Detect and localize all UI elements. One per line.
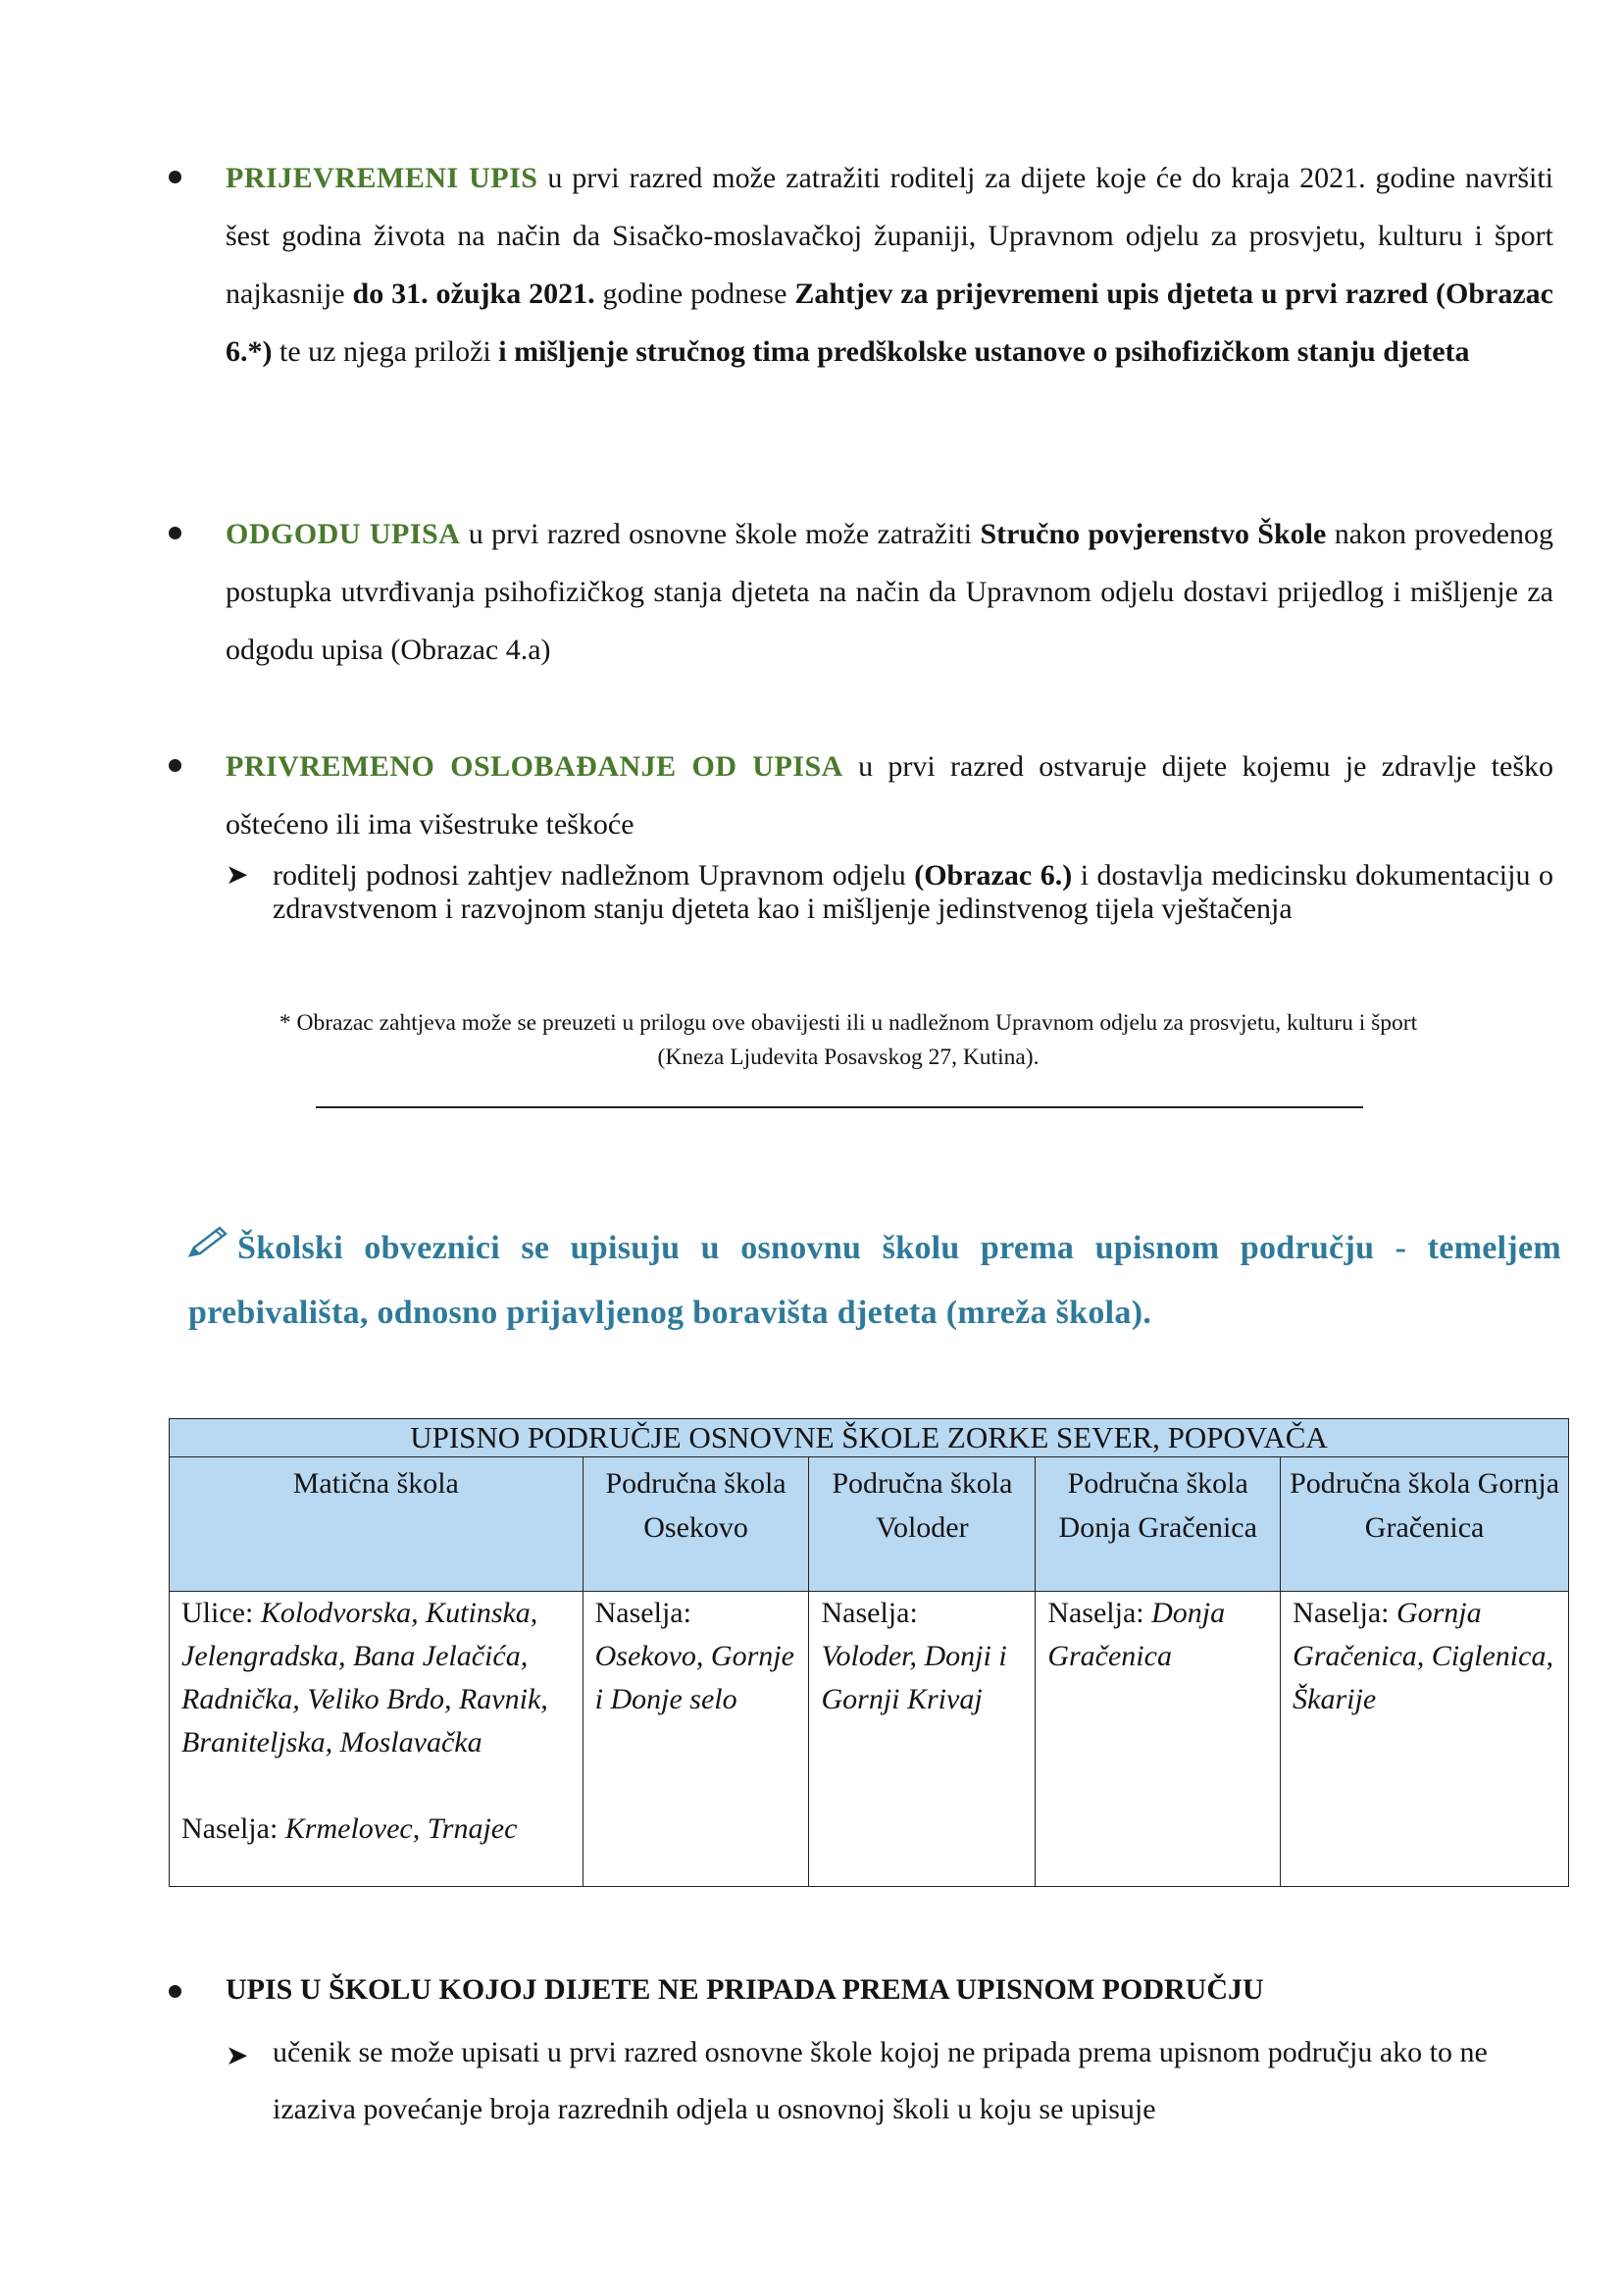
cell-osekovo xyxy=(583,1592,809,1887)
osekovo-naselja: Osekovo, Gornje i Donje selo xyxy=(594,1640,794,1715)
header-gornja-gracenica: Područna škola Gornja Gračenica xyxy=(1281,1457,1569,1592)
donja-label: Naselja: xyxy=(1047,1597,1152,1629)
bullet-dot-icon xyxy=(169,527,181,539)
footnote-line-1: * Obrazac zahtjeva može se preuzeti u prilogu ove obavijesti ili u nadležnom Upravnom odjelu za prosvjetu, kulturu i šport xyxy=(279,1010,1418,1036)
upis-text: učenik se može upisati u prvi razred osnovne škole kojoj ne pripada prema upisnom području ako to ne izaziva povećanje broja razrednih odjela u osnovnoj školi u koju se upisuje xyxy=(273,2036,1488,2125)
cell-gornja-gracenica xyxy=(1281,1592,1569,1887)
enrollment-area-table xyxy=(169,1418,1569,1887)
odgoda-commission: Stručno povjerenstvo Škole xyxy=(980,518,1327,550)
bullet-dot-icon xyxy=(169,171,181,183)
naselja-label: Naselja: xyxy=(181,1812,285,1845)
odgoda-text-1: u prvi razred osnovne škole može zatražiti xyxy=(460,518,981,550)
prijevremeni-text-3: te uz njega priloži xyxy=(272,335,499,368)
privremeno-text-1: u prvi razred ostvaruje dijete kojemu je zdravlje teško oštećeno ili ima višestruke teškoće xyxy=(226,750,1553,841)
prijevremeni-text-1: u prvi razred može zatražiti roditelj za dijete koje će do kraja 2021. godine navršiti šest godina života na način da Sisačko-moslavačkoj županiji, Upravnom odjelu za prosvjetu, kulturu i šport najkasnije xyxy=(226,162,1553,310)
prijevremeni-title: PRIJEVREMENI UPIS xyxy=(226,162,538,194)
odgoda-paragraph xyxy=(226,505,1553,679)
footnote xyxy=(167,1006,1530,1075)
header-donja-gracenica: Područna škola Donja Gračenica xyxy=(1036,1457,1281,1592)
bullet-dot-icon xyxy=(169,1985,181,1998)
privremeno-sub-text-1: roditelj podnosi zahtjev nadležnom Upravnom odjelu xyxy=(273,859,915,892)
privremeno-sub-form: (Obrazac 6.) xyxy=(914,859,1073,892)
divider-line xyxy=(316,1106,1363,1108)
privremeno-subitem xyxy=(226,859,1553,926)
header-maticna: Matična škola xyxy=(170,1457,584,1592)
cell-voloder xyxy=(809,1592,1036,1887)
donja-naselja: Donja Gračenica xyxy=(1047,1597,1226,1672)
gornja-naselja: Gornja Gračenica, Ciglenica, Škarije xyxy=(1293,1597,1553,1715)
ulice-label: Ulice: xyxy=(181,1597,261,1629)
cell-donja-gracenica xyxy=(1036,1592,1281,1887)
voloder-naselja: Voloder, Donji i Gornji Krivaj xyxy=(821,1640,1007,1715)
cell-maticna xyxy=(170,1592,584,1887)
header-voloder: Područna škola Voloder xyxy=(809,1457,1036,1592)
arrow-right-icon: ➤ xyxy=(226,2041,249,2071)
privremeno-subitem-text xyxy=(273,859,1553,926)
maticna-naselja xyxy=(181,1808,573,1851)
privremeno-sub-text-2: i dostavlja medicinsku dokumentaciju o zdravstvenom i razvojnom stanju djeteta kao i mišljenje jedinstvenog tijela vještačenja xyxy=(273,859,1553,925)
bullet-dot-icon xyxy=(169,759,181,772)
table-title-row xyxy=(170,1419,1569,1457)
upis-subitem xyxy=(226,2024,1553,2138)
naselja-list: Krmelovec, Trnajec xyxy=(284,1812,518,1845)
ulice-list: Kolodvorska, Kutinska, Jelengradska, Bana Jelačića, Radnička, Veliko Brdo, Ravnik, Braniteljska, Moslavačka xyxy=(181,1597,548,1759)
odgoda-title: ODGODU UPISA xyxy=(226,518,461,550)
odgoda-text-2: nakon provedenog postupka utvrđivanja psihofizičkog stanja djeteta na način da Upravnom odjelu dostavi prijedlog i mišljenje za odgodu upisa (Obrazac 4.a) xyxy=(226,518,1554,666)
upis-title: UPIS U ŠKOLU KOJOJ DIJETE NE PRIPADA PREMA UPISNOM PODRUČJU xyxy=(226,1973,1264,2006)
prijevremeni-form: Zahtjev za prijevremeni upis djeteta u prvi razred (Obrazac 6.*) xyxy=(226,278,1554,368)
osekovo-label: Naselja: xyxy=(594,1597,691,1629)
prijevremeni-text-2: godine podnese xyxy=(594,278,795,310)
table-title: UPISNO PODRUČJE OSNOVNE ŠKOLE ZORKE SEVER, POPOVAČA xyxy=(170,1419,1569,1457)
table-header-row xyxy=(170,1457,1569,1592)
footnote-line-2: (Kneza Ljudevita Posavskog 27, Kutina). xyxy=(657,1045,1040,1070)
school-zone-heading: Školski obveznici se upisuju u osnovnu školu prema upisnom području - temeljem prebivališta, odnosno prijavljenog boravišta djeteta (mreža škola). xyxy=(188,1230,1561,1331)
privremeno-paragraph xyxy=(226,738,1553,853)
gornja-label: Naselja: xyxy=(1293,1597,1396,1629)
table-row xyxy=(170,1592,1569,1887)
voloder-label: Naselja: xyxy=(821,1597,918,1629)
privremeno-title: PRIVREMENO OSLOBAĐANJE OD UPISA xyxy=(226,750,843,783)
prijevremeni-opinion: i mišljenje stručnog tima predškolske ustanove o psihofizičkom stanju djeteta xyxy=(498,335,1470,368)
header-osekovo: Područna škola Osekovo xyxy=(583,1457,809,1592)
prijevremeni-paragraph xyxy=(226,149,1553,381)
prijevremeni-deadline: do 31. ožujka 2021. xyxy=(352,278,595,310)
arrow-right-icon: ➤ xyxy=(226,860,249,891)
